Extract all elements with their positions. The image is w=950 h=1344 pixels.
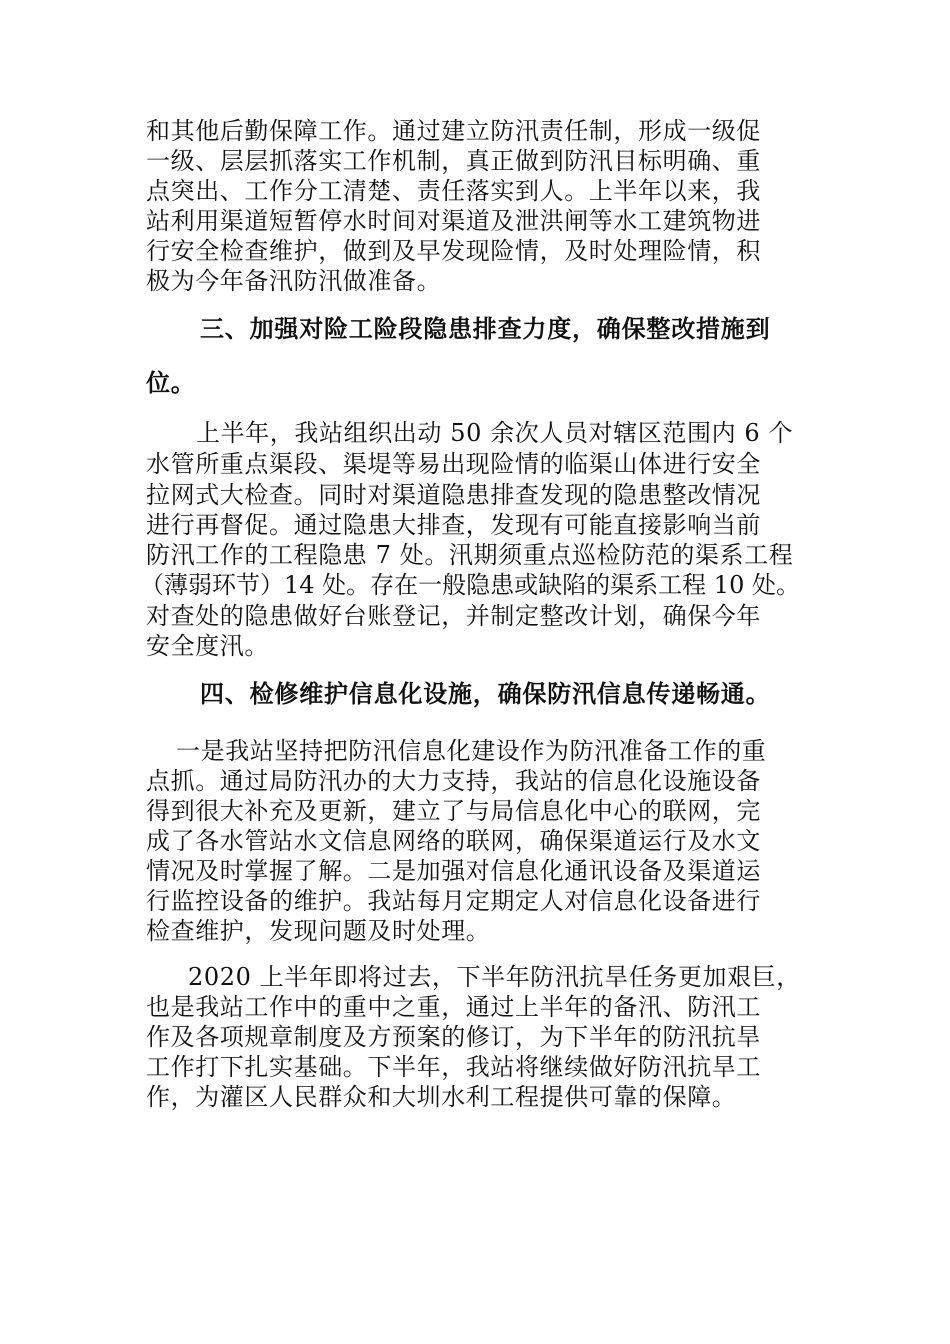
text-line: 防汛工作的工程隐患 7 处。汛期须重点巡检防范的渠系工程 [146,541,794,569]
text-line: 成了各水管站水文信息网络的联网，确保渠道运行及水文 [146,827,761,855]
text-line: 一级、层层抓落实工作机制，真正做到防汛目标明确、重 [146,147,761,175]
text-line: 2020 上半年即将过去，下半年防汛抗旱任务更加艰巨， [188,963,801,991]
text-line: 也是我站工作中的重中之重，通过上半年的备汛、防汛工 [146,993,761,1021]
text-line: 对查处的隐患做好台账登记，并制定整改计划，确保今年 [146,602,761,630]
text-line: 点抓。通过局防汛办的大力支持，我站的信息化设施设备 [146,767,761,795]
text-line: 安全度汛。 [146,632,269,660]
text-line: 工作打下扎实基础。下半年，我站将继续做好防汛抗旱工 [146,1053,761,1081]
text-line: 站利用渠道短暂停水时间对渠道及泄洪闸等水工建筑物进 [146,207,761,235]
text-line: 情况及时掌握了解。二是加强对信息化通讯设备及渠道运 [146,857,761,885]
text-line: （薄弱环节）14 处。存在一般隐患或缺陷的渠系工程 10 处。 [140,571,800,599]
text-line: 点突出、工作分工清楚、责任落实到人。上半年以来，我 [146,177,761,205]
text-line: 作，为灌区人民群众和大圳水利工程提供可靠的保障。 [146,1083,737,1111]
text-line: 行监控设备的维护。我站每月定期定人对信息化设备进行 [146,887,761,915]
text-line: 拉网式大检查。同时对渠道隐患排查发现的隐患整改情况 [146,481,761,509]
text-line: 和其他后勤保障工作。通过建立防汛责任制，形成一级促 [146,117,761,145]
heading-line: 位。 [146,369,196,397]
text-line: 进行再督促。通过隐患大排查，发现有可能直接影响当前 [146,511,761,539]
text-line: 水管所重点渠段、渠堤等易出现险情的临渠山体进行安全 [146,450,761,478]
text-line: 行安全检查维护，做到及早发现险情，及时处理险情，积 [146,237,761,265]
text-line: 作及各项规章制度及方预案的修订，为下半年的防汛抗旱 [146,1023,761,1051]
section-heading-4: 四、检修维护信息化设施，确保防汛信息传递畅通。 [200,680,771,708]
text-line: 一是我站坚持把防汛信息化建设作为防汛准备工作的重 [176,737,767,765]
text-line: 上半年，我站组织出动 50 余次人员对辖区范围内 6 个 [196,419,794,447]
text-line: 极为今年备汛防汛做准备。 [146,267,442,295]
heading-line: 三、加强对险工险段隐患排查力度，确保整改措施到 [200,315,771,343]
text-line: 检查维护，发现问题及时处理。 [146,917,491,945]
text-line: 得到很大补充及更新，建立了与局信息化中心的联网，完 [146,797,761,825]
